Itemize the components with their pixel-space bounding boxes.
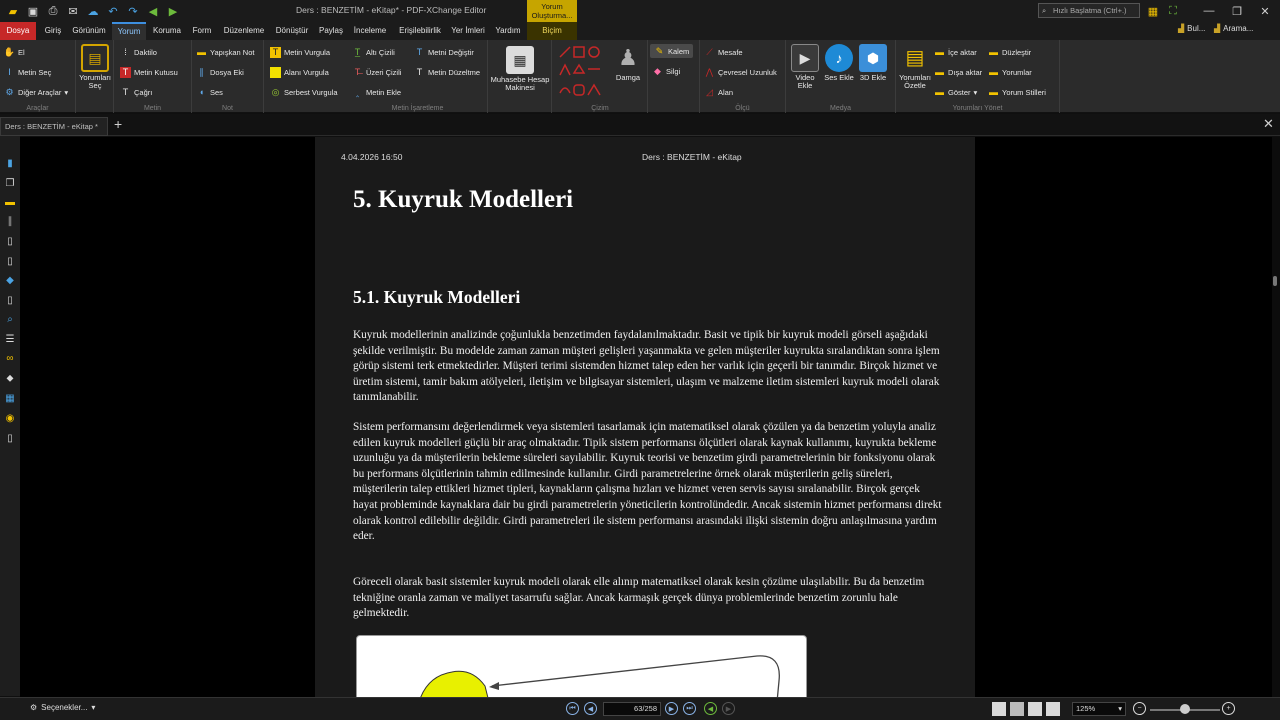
back-view-button[interactable]: ◀	[704, 702, 717, 715]
strikeout-tool[interactable]: T̶ Üzeri Çizili	[352, 65, 401, 79]
stamp-icon: ♟	[618, 45, 638, 70]
tab-erisilebilirlik[interactable]: Erişilebilirlik	[399, 26, 441, 35]
status-bar	[0, 697, 1280, 720]
link-icon[interactable]: ∞	[6, 352, 14, 364]
highlight-area-tool[interactable]: Alanı Vurgula	[270, 65, 329, 79]
tab-duzenleme[interactable]: Düzenleme	[223, 26, 265, 35]
group-media	[786, 40, 896, 113]
section-heading: 5.1. Kuyruk Modelleri	[353, 287, 521, 307]
title-bar	[0, 0, 1280, 22]
close-window-button[interactable]: ✕	[1260, 5, 1270, 18]
speaker-icon: ◖	[198, 87, 205, 97]
tab-koruma[interactable]: Koruma	[152, 26, 181, 35]
calculator-icon: ▦	[506, 46, 534, 74]
strikeout-icon: T̶	[354, 67, 361, 77]
sticky-note-icon: ▬	[197, 47, 206, 57]
chevron-down-icon: ▾	[64, 87, 69, 97]
typewriter-icon: ⁞	[124, 47, 127, 57]
forward-view-button[interactable]: ▶	[722, 702, 735, 715]
insert-text-icon: ‸	[355, 86, 360, 97]
pen-tool[interactable]: ✎ Kalem	[650, 44, 693, 58]
zoom-value: 125%	[1076, 704, 1096, 713]
hand-icon: ✋	[3, 46, 16, 57]
import-icon: ▬	[935, 47, 944, 57]
window-title: Ders : BENZETİM - eKitap* - PDF-XChange Editor	[296, 5, 487, 15]
group-label-yonet: Yorumları Yönet	[952, 105, 1003, 112]
group-label-cizim: Çizim	[591, 105, 609, 112]
paragraph-3: Göreceli olarak basit sistemler kuyruk modeli olarak elle alınıp matematiksel olarak kesin çözüme ulaşılabilir. Bu da benzetim tekniğine oranla zaman ve maliyet tasarrufu sağlar. Ancak karmaşık gerçek dünya problemlerinde benzetim zorunlu hale gelmektedir.	[353, 576, 925, 620]
underline-tool[interactable]: T̲ Altı Çizili	[352, 45, 395, 59]
pen-icon: ✎	[655, 45, 664, 56]
select-comments-button[interactable]: ▤ Yorumları Seç	[78, 44, 112, 90]
search-folder-icon: ▟	[1214, 24, 1221, 33]
ribbon	[0, 40, 1280, 113]
video-icon: ▶	[791, 44, 819, 72]
cube-icon: ⬢	[859, 44, 887, 72]
replace-text-tool[interactable]: T Metni Değiştir	[414, 45, 474, 59]
close-document-icon[interactable]: ✕	[1263, 116, 1274, 131]
eraser-tool[interactable]: ◆ Silgi	[652, 64, 680, 78]
comments-list-button[interactable]: ▬ Yorumlar	[989, 67, 1032, 77]
continuous-view-icon[interactable]	[1010, 702, 1024, 716]
flatten-icon: ▬	[989, 47, 998, 57]
queue-figure-drawing	[357, 636, 807, 697]
group-label-isaretleme: Metin İşaretleme	[391, 105, 444, 112]
info-icon[interactable]: ▯	[7, 432, 13, 444]
comment-styles-button[interactable]: ▬ Yorum Stilleri	[989, 87, 1046, 97]
text-box-tool[interactable]: T Metin Kutusu	[120, 65, 178, 79]
chevron-down-icon: ▾	[1118, 704, 1122, 713]
fullscreen-icon[interactable]: ⛶	[1169, 4, 1177, 17]
show-comments-dropdown[interactable]: ▬ Göster ▾	[935, 87, 978, 97]
search-panel-icon[interactable]: ⌕	[7, 313, 13, 325]
zoom-slider-handle[interactable]	[1180, 704, 1190, 714]
document-tab-bar	[0, 114, 1280, 136]
group-label-not: Not	[222, 105, 233, 112]
tag-icon[interactable]: ⬥	[6, 372, 14, 384]
tab-form[interactable]: Form	[192, 26, 212, 35]
scrollbar-thumb[interactable]	[1273, 276, 1277, 286]
quick-launch-input[interactable]	[1038, 3, 1140, 18]
area-icon: ◿	[706, 86, 713, 97]
text-correction-icon: T	[416, 67, 423, 77]
group-label-araclar: Araçlar	[26, 105, 49, 112]
options-button[interactable]	[30, 703, 95, 712]
redo-icon[interactable]: ↷	[128, 5, 138, 18]
search-icon: ⌕	[1042, 6, 1047, 15]
callout-tool[interactable]: T Çağrı	[120, 85, 152, 99]
forward-icon[interactable]: ▶	[168, 5, 178, 18]
tab-yorum[interactable]: Yorum	[112, 22, 146, 40]
chapter-heading: 5. Kuyruk Modelleri	[353, 186, 574, 213]
document-icon[interactable]: ▯	[7, 235, 13, 247]
group-pen	[648, 40, 700, 113]
two-page-view-icon[interactable]	[1028, 702, 1042, 716]
page-current: 63	[634, 704, 643, 713]
destinations-icon[interactable]: ◉	[5, 412, 15, 424]
tab-inceleme[interactable]: İnceleme	[353, 26, 387, 35]
find-icon: ▟	[1178, 24, 1185, 33]
group-highlight	[264, 40, 348, 113]
structure-icon[interactable]: ☰	[5, 333, 15, 345]
tab-bicim[interactable]: Biçim	[527, 22, 577, 40]
highlight-text-tool[interactable]: T Metin Vurgula	[270, 45, 330, 59]
zoom-out-button[interactable]: −	[1133, 702, 1146, 715]
new-tab-icon[interactable]: +	[114, 116, 123, 132]
find-button[interactable]	[1178, 24, 1205, 33]
highlight-text-icon: T	[270, 47, 281, 58]
stamp-button[interactable]: ♟ Damga	[615, 45, 641, 82]
group-label-olcu: Ölçü	[735, 105, 750, 112]
typewriter-tool[interactable]: ⁞ Daktilo	[120, 45, 157, 59]
text-cursor-icon: Ⅰ	[8, 66, 11, 77]
comments-icon: ▬	[989, 67, 998, 77]
eraser-icon: ◆	[654, 65, 661, 76]
group-label-metin: Metin	[143, 105, 162, 112]
print-icon[interactable]: ⎙	[48, 4, 58, 17]
perimeter-tool[interactable]: ⋀ Çevresel Uzunluk	[705, 66, 777, 77]
tab-yardim[interactable]: Yardım	[495, 26, 521, 35]
pdf-page	[315, 137, 975, 697]
group-measure	[700, 40, 786, 113]
distance-icon: ⟋	[706, 46, 713, 57]
distance-tool[interactable]: ⟋ Mesafe	[704, 45, 743, 59]
search-label: Arama...	[1223, 24, 1254, 33]
add-video-button[interactable]: ▶ Video Ekle	[788, 44, 822, 90]
other-tools-dropdown[interactable]: ⚙ Diğer Araçlar ▾	[5, 86, 69, 97]
title-tools	[1144, 2, 1182, 20]
group-stamp	[591, 40, 648, 113]
add-sound-button[interactable]: ♪ Ses Ekle	[822, 44, 856, 82]
document-tab[interactable]: Ders : BENZETİM - eKitap *	[0, 117, 108, 136]
select-text-tool[interactable]: Ⅰ Metin Seç	[4, 65, 51, 79]
sticky-note-tool[interactable]: ▬ Yapışkan Not	[197, 47, 255, 57]
tab-giris[interactable]: Giriş	[44, 26, 62, 35]
group-calculator	[488, 40, 552, 113]
restore-button[interactable]: ❐	[1232, 5, 1242, 18]
select-comments-icon: ▤	[81, 44, 109, 72]
highlight-area-icon	[270, 67, 281, 78]
drawing-shapes-icon	[558, 45, 602, 101]
comment-styles-icon: ▬	[989, 87, 998, 97]
back-icon[interactable]: ◀	[148, 5, 158, 18]
two-page-continuous-view-icon[interactable]	[1046, 702, 1060, 716]
signatures-icon[interactable]: ▯	[7, 294, 13, 306]
find-label: Bul...	[1187, 24, 1206, 33]
pages-icon[interactable]: ❐	[5, 177, 15, 189]
layers-icon[interactable]: ◆	[6, 274, 14, 286]
flatten-comments-button[interactable]: ▬ Düzleştir	[989, 47, 1032, 57]
add-3d-button[interactable]: ⬢ 3D Ekle	[856, 44, 890, 82]
zoom-in-button[interactable]: +	[1222, 702, 1235, 715]
menu-tabs	[0, 22, 1280, 40]
page-number-input[interactable]: 63/258	[603, 702, 661, 716]
group-text-markup	[348, 40, 488, 113]
left-sidebar	[0, 136, 20, 696]
paperclip-icon: ∥	[199, 66, 204, 77]
save-icon[interactable]: ▣	[27, 5, 39, 18]
sound-tool[interactable]: ◖ Ses	[196, 85, 223, 99]
zoom-select[interactable]	[1072, 702, 1126, 716]
file-attachment-tool[interactable]: ∥ Dosya Eki	[196, 65, 244, 79]
callout-icon: T	[122, 87, 129, 97]
context-tab-header: Yorum Oluşturma...	[527, 0, 577, 22]
group-select-comments	[76, 40, 114, 113]
attachments-icon[interactable]: ∥	[7, 215, 13, 227]
first-page-button[interactable]: ⏮	[566, 702, 579, 715]
properties-icon[interactable]: ▯	[7, 255, 13, 267]
tab-yer-imleri[interactable]: Yer İmleri	[451, 26, 485, 35]
quick-launch-placeholder: Hızlı Başlatma (Ctrl+.)	[1053, 6, 1127, 15]
chevron-down-icon: ▾	[91, 703, 96, 712]
open-folder-icon[interactable]: ▰	[8, 5, 18, 18]
page-header-date: 4.04.2026 16:50	[341, 152, 403, 162]
bookmarks-icon[interactable]: ▮	[7, 157, 13, 169]
tab-donustur[interactable]: Dönüştür	[275, 26, 309, 35]
paragraph-1: Kuyruk modellerinin analizinde çoğunlukla benzetimden faydalanılmaktadır. Basit ve tipik bir kuyruk modeli görseli aşağıdaki şekilde verilmiştir. Bu modelde zaman zaman müşteri gelişleri yaşanmakta ve gelen müşteriler kuyrukta sıralandıktan sonra işlem görüp sistemi terk etmektedirler. Müşteri terimi sistemden hizmet talep eden her varlık için geçerli bir tanımdır. Birçok hizmet ve üretim sistemi, tamir bakım atölyeleri, iletişim ve bilgisayar sistemleri, ulaşım ve malzeme iletim sistemleri kuyruk modeli olarak tanımlanabilir.	[353, 329, 940, 404]
calculator-button[interactable]: ▦ Muhasebe Hesap Makinesi	[490, 46, 550, 92]
export-icon: ▬	[935, 67, 944, 77]
group-drawing	[552, 40, 606, 113]
music-note-icon: ♪	[825, 44, 853, 72]
drawing-shapes-grid[interactable]	[558, 45, 602, 101]
document-viewer	[20, 137, 1272, 697]
group-label-medya: Medya	[829, 105, 851, 112]
group-metin	[114, 40, 192, 113]
email-icon[interactable]: ✉	[68, 5, 78, 18]
chevron-down-icon: ▾	[973, 87, 978, 97]
import-comments-button[interactable]: ▬ İçe aktar	[935, 47, 977, 57]
gear-icon: ⚙	[30, 703, 38, 712]
text-box-icon: T	[120, 67, 131, 78]
page-total: 258	[644, 704, 657, 713]
options-label: Seçenekler...	[41, 703, 88, 712]
show-icon: ▬	[935, 87, 944, 97]
hand-tool[interactable]: ✋ El	[3, 46, 25, 57]
group-not	[192, 40, 264, 113]
comments-panel-icon[interactable]: ▬	[5, 196, 15, 208]
tab-gorunum[interactable]: Görünüm	[72, 26, 106, 35]
page-header-title: Ders : BENZETİM - eKitap	[642, 152, 742, 162]
summarize-icon: ▤	[905, 47, 925, 69]
insert-text-tool[interactable]: ‸ Metin Ekle	[352, 85, 401, 99]
export-comments-button[interactable]: ▬ Dışa aktar	[935, 67, 983, 77]
tool-options-icon[interactable]: ▦	[1147, 5, 1159, 18]
undo-icon[interactable]: ↶	[108, 5, 118, 18]
tab-paylas[interactable]: Paylaş	[318, 26, 343, 35]
queue-model-figure	[356, 635, 807, 697]
perimeter-icon: ⋀	[705, 66, 714, 77]
quick-access-toolbar	[4, 2, 182, 20]
prev-page-button[interactable]: ◀	[584, 702, 597, 715]
freehand-icon: ◎	[271, 86, 280, 97]
area-tool[interactable]: ◿ Alan	[704, 85, 733, 99]
group-manage-comments	[896, 40, 1060, 113]
paragraph-2: Sistem performansını değerlendirmek veya sistemleri tasarlamak için matematiksel olarak çözülen ya da benzetim yoluyla analiz edilen kuyruk modelleri güçlü bir araç olmaktadır. Tipik sistem performansı ölçütleri olarak kaynak kullanımı, kuyrukta bekleme uzunluğu ya da müşterilerin bekleme süreleri sayılabilir. Kuyruk teorisi ve benzetim girdi parametrelerinin bir fonksiyonu olarak bu performans ölçütlerinin tahmin edilmesinde kullanılır. Girdi parametrelerine örnek olarak müşterilerin geliş süreleri, müşterilerin talep ettikleri hizmet tipleri, kaynakların çalışma hızları ve hizmet veren servis sayısı sıralanabilir. Birçok gerçek hayat probleminde kaynaklara dair bu girdi parametrelerin yöneticilerin kontrolündedir. Ancak sistemin hizmet performansı direkt olarak kontrol edilebilir değildir. Girdi parametreleri ile sistem performansı arasındaki ilişki sistemin doğru anlaşılmasına yardım eder.	[353, 421, 942, 543]
search-button[interactable]	[1214, 24, 1253, 33]
freehand-highlight-tool[interactable]: ◎ Serbest Vurgula	[271, 86, 338, 97]
minimize-button[interactable]: —	[1203, 5, 1215, 17]
group-araclar	[0, 40, 76, 113]
vertical-scrollbar[interactable]	[1272, 137, 1280, 697]
underline-icon: T̲	[354, 47, 361, 57]
replace-text-icon: T	[416, 47, 423, 57]
gear-icon: ⚙	[5, 86, 14, 97]
single-page-view-icon[interactable]	[992, 702, 1006, 716]
scan-icon[interactable]: ☁	[87, 5, 99, 18]
last-page-button[interactable]: ⏭	[683, 702, 696, 715]
text-correction-tool[interactable]: T Metin Düzeltme	[414, 65, 480, 79]
next-page-button[interactable]: ▶	[665, 702, 678, 715]
summarize-comments-button[interactable]: ▤ Yorumları Özetle	[898, 44, 932, 90]
thumbnails-icon[interactable]: ▦	[5, 392, 15, 404]
tab-dosya[interactable]: Dosya	[0, 22, 36, 40]
